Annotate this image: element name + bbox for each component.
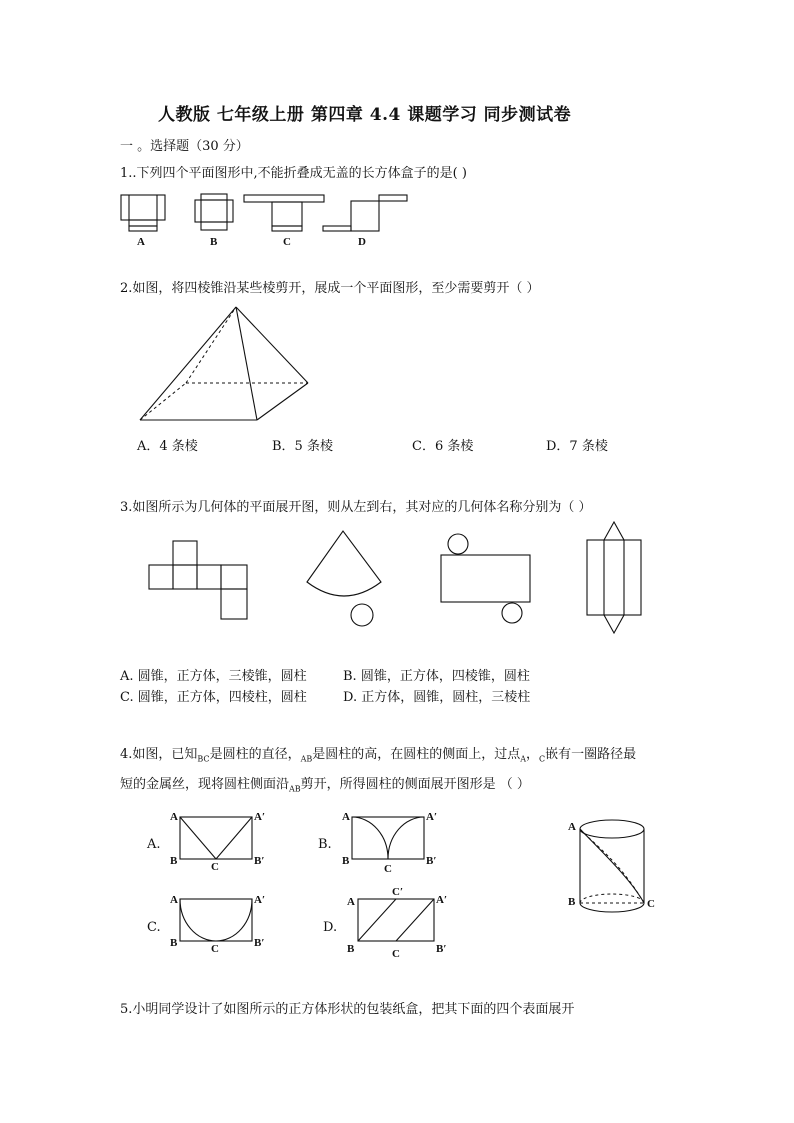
point-label: C — [647, 898, 655, 910]
q1-label-d: D — [358, 236, 366, 248]
q4-text-part: 4.如图，已知 — [120, 747, 198, 762]
point-label: C — [211, 943, 219, 955]
point-label: B′ — [426, 855, 437, 867]
q4-sub-bc: BC — [197, 754, 210, 764]
point-label: A′ — [436, 894, 448, 906]
question-5-text: 5.小明同学设计了如图所示的正方体形状的包装纸盒，把其下面的四个表面展开 — [120, 1002, 575, 1017]
q4-text-part: 是圆柱的直径， — [209, 747, 301, 762]
q3-option-c: C. 圆锥，正方体，四棱柱，圆柱 — [120, 690, 307, 705]
point-label: A′ — [426, 811, 438, 823]
q1-label-a: A — [137, 236, 145, 248]
point-label: A — [170, 894, 178, 906]
q4-sub-a: A — [520, 754, 527, 764]
point-label: B — [568, 896, 576, 908]
q4-text-part: 是圆柱的高，在圆柱的侧面上，过点 — [312, 747, 521, 762]
q4-text-part: 短的金属丝，现将圆柱侧面沿 — [120, 777, 290, 792]
point-label: A′ — [254, 811, 266, 823]
q3-option-b: B. 圆锥，正方体，四棱锥，圆柱 — [343, 669, 530, 684]
point-label: A′ — [254, 894, 266, 906]
point-label: A — [342, 811, 350, 823]
point-label: B′ — [436, 943, 447, 955]
question-2-text: 2.如图，将四棱锥沿某些棱剪开，展成一个平面图形，至少需要剪开（ ） — [120, 281, 540, 296]
q4-option-c-label: C. — [147, 920, 161, 935]
q4-option-c-figure — [180, 899, 252, 941]
point-label: C — [384, 863, 392, 875]
q2-option-c: C．6 条棱 — [412, 439, 474, 454]
point-label: B′ — [254, 855, 265, 867]
q4-text-part: ， — [526, 747, 540, 762]
q4-option-b-label: B. — [318, 837, 332, 852]
q4-option-a-label: A. — [147, 837, 161, 852]
point-label: B — [170, 937, 178, 949]
point-label: B — [342, 855, 350, 867]
point-label: C — [392, 948, 400, 960]
question-1-text: 1..下列四个平面图形中,不能折叠成无盖的长方体盒子的是( ) — [120, 166, 467, 181]
q4-option-b-figure — [352, 817, 424, 859]
point-label: B — [347, 943, 355, 955]
q4-option-d-figure — [358, 899, 434, 941]
point-label: A — [347, 896, 355, 908]
q4-sub-c: C — [539, 754, 546, 764]
point-label: C — [211, 861, 219, 873]
q4-text-part: 嵌有一圈路径最 — [545, 747, 637, 762]
q4-option-d-label: D. — [323, 920, 338, 935]
q2-option-d: D．7 条棱 — [546, 439, 608, 454]
point-label: A — [170, 811, 178, 823]
point-label: C′ — [392, 886, 404, 898]
q2-option-b: B．5 条棱 — [272, 439, 333, 454]
q4-sub-ab: AB — [300, 754, 313, 764]
q1-label-b: B — [210, 236, 218, 248]
point-label: B — [170, 855, 178, 867]
q4-sub-ab: AB — [289, 784, 301, 794]
q3-option-d: D. 正方体，圆锥，圆柱，三棱柱 — [343, 690, 531, 705]
q4-cylinder-figure — [580, 820, 644, 912]
q4-text-part: 剪开，所得圆柱的侧面展开图形是 （ ） — [300, 777, 530, 792]
q3-option-a: A. 圆锥，正方体，三棱锥，圆柱 — [120, 669, 307, 684]
point-label: B′ — [254, 937, 265, 949]
q1-label-c: C — [283, 236, 291, 248]
page-title: 人教版 七年级上册 第四章 4.4 课题学习 同步测试卷 — [158, 105, 572, 125]
section-heading: 一 。选择题（30 分） — [120, 139, 249, 154]
q2-option-a: A．4 条棱 — [137, 439, 198, 454]
question-3-text: 3.如图所示为几何体的平面展开图，则从左到右，其对应的几何体名称分别为（ ） — [120, 500, 592, 515]
point-label: A — [568, 821, 576, 833]
q4-option-a-figure — [180, 817, 252, 859]
